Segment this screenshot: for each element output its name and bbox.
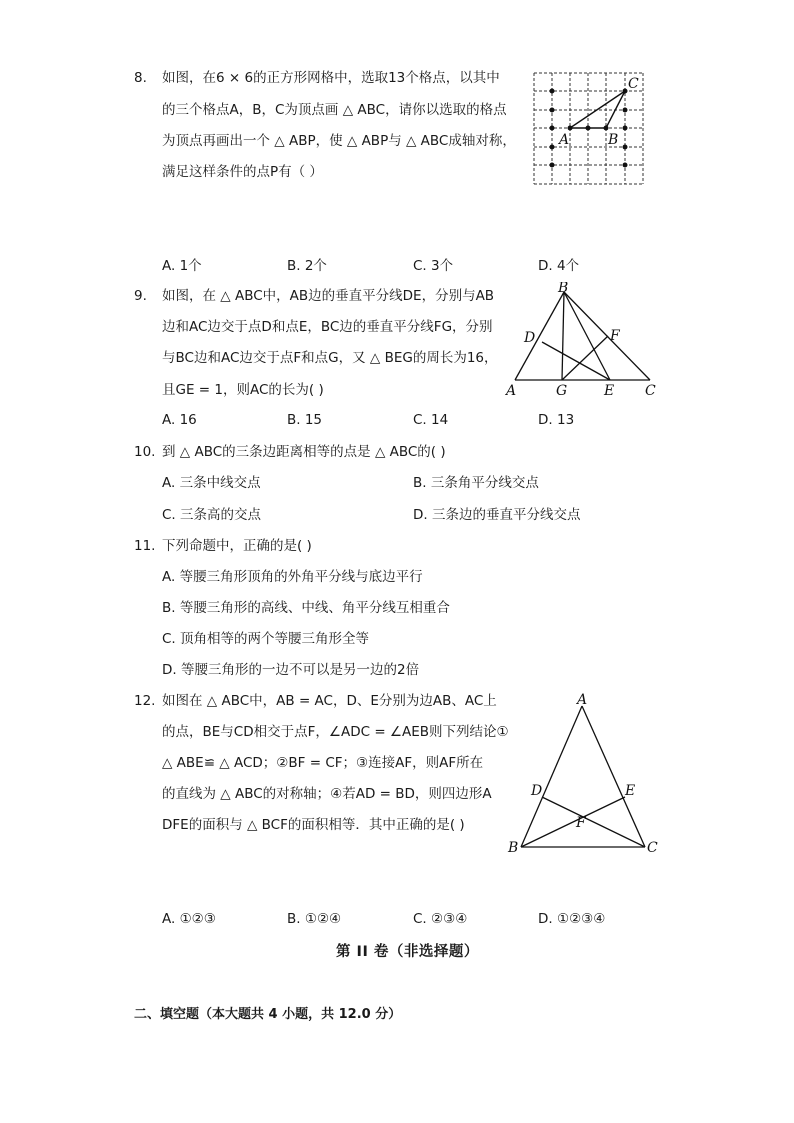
q11-option-d: D. 等腰三角形的一边不可以是另一边的2倍 — [162, 662, 420, 678]
q8-line-3: 为顶点再画出一个 △ ABP，使 △ ABP与 △ ABC成轴对称， — [162, 133, 516, 149]
q9-number: 9. — [134, 288, 147, 304]
q12-label-c: C — [647, 840, 658, 856]
q12-number: 12. — [134, 693, 156, 709]
q9-label-f: F — [610, 328, 620, 344]
q9-line-4: 且GE = 1，则AC的长为( ) — [162, 382, 324, 398]
q9-label-d: D — [524, 330, 536, 346]
q10-option-d: D. 三条边的垂直平分线交点 — [413, 507, 581, 523]
q12-line-2: 的点，BE与CD相交于点F，∠ADC = ∠AEB则下列结论① — [162, 724, 509, 740]
q9-option-b: B. 15 — [287, 412, 323, 428]
q9-line-1: 如图，在 △ ABC中，AB边的垂直平分线DE，分别与AB — [162, 288, 495, 304]
q8-number: 8. — [134, 70, 147, 86]
q8-option-b: B. 2个 — [287, 258, 327, 274]
q12-label-d: D — [531, 783, 543, 799]
fill-in-section-heading: 二、填空题（本大题共 4 小题，共 12.0 分） — [134, 1007, 402, 1022]
q8-grid-figure — [528, 68, 648, 188]
q8-line-2: 的三个格点A，B，C为顶点画 △ ABC，请你以选取的格点 — [162, 102, 507, 118]
q9-label-c: C — [645, 383, 656, 399]
q12-line-5: DFE的面积与 △ BCF的面积相等．其中正确的是( ) — [162, 817, 465, 833]
q10-line-1: 到 △ ABC的三条边距离相等的点是 △ ABC的( ) — [162, 444, 446, 460]
q11-number: 11. — [134, 538, 156, 554]
q12-option-c: C. ②③④ — [413, 911, 468, 927]
q9-label-g: G — [556, 383, 568, 399]
q12-label-a: A — [577, 692, 588, 708]
q9-label-a: A — [506, 383, 517, 399]
q9-triangle-figure — [500, 282, 665, 400]
q9-line-3: 与BC边和AC边交于点F和点G，又 △ BEG的周长为16， — [162, 350, 498, 366]
q10-option-c: C. 三条高的交点 — [162, 507, 262, 523]
q10-option-a: A. 三条中线交点 — [162, 475, 261, 491]
q9-label-e: E — [604, 383, 615, 399]
q12-line-3: △ ABE≌ △ ACD；②BF = CF；③连接AF，则AF所在 — [162, 755, 484, 771]
q9-option-a: A. 16 — [162, 412, 197, 428]
q12-label-f: F — [576, 815, 586, 831]
q8-option-c: C. 3个 — [413, 258, 454, 274]
q12-line-1: 如图在 △ ABC中，AB = AC，D、E分别为边AB、AC上 — [162, 693, 497, 709]
q11-option-b: B. 等腰三角形的高线、中线、角平分线互相重合 — [162, 600, 450, 616]
q10-number: 10. — [134, 444, 156, 460]
q12-label-b: B — [508, 840, 519, 856]
q9-line-2: 边和AC边交于点D和点E，BC边的垂直平分线FG，分别 — [162, 319, 493, 335]
q8-label-c: C — [628, 76, 639, 92]
q9-option-c: C. 14 — [413, 412, 449, 428]
q9-option-d: D. 13 — [538, 412, 575, 428]
q12-line-4: 的直线为 △ ABC的对称轴；④若AD = BD，则四边形A — [162, 786, 492, 802]
q8-label-a: A — [559, 132, 570, 148]
q9-label-b: B — [558, 282, 569, 296]
q12-label-e: E — [625, 783, 636, 799]
q8-option-a: A. 1个 — [162, 258, 202, 274]
q12-option-d: D. ①②③④ — [538, 911, 606, 927]
q12-triangle-figure — [504, 690, 664, 858]
q11-option-c: C. 顶角相等的两个等腰三角形全等 — [162, 631, 370, 647]
q8-line-1: 如图，在6 × 6的正方形网格中，选取13个格点，以其中 — [162, 70, 500, 86]
part-two-title: 第 II 卷（非选择题） — [336, 944, 479, 960]
q11-line-1: 下列命题中，正确的是( ) — [162, 538, 312, 554]
q11-option-a: A. 等腰三角形顶角的外角平分线与底边平行 — [162, 569, 423, 585]
q8-label-b: B — [608, 132, 619, 148]
q12-option-b: B. ①②④ — [287, 911, 342, 927]
q8-option-d: D. 4个 — [538, 258, 580, 274]
q10-option-b: B. 三条角平分线交点 — [413, 475, 539, 491]
q8-line-4: 满足这样条件的点P有（ ） — [162, 164, 323, 180]
q12-option-a: A. ①②③ — [162, 911, 216, 927]
